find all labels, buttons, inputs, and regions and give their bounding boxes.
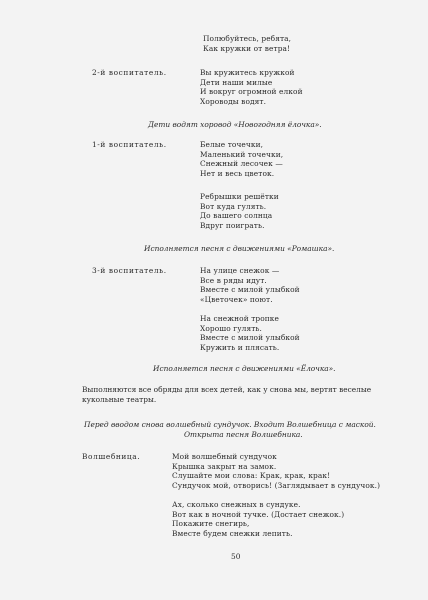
verse-line: Хорошо гулять. <box>200 323 263 333</box>
verse-line: Слушайте мои слова: Крак, крак, крак! <box>172 471 331 481</box>
verse-line: На снежной тропке <box>200 314 279 323</box>
stage-direction: Исполняется песня с движениями «Ромашка». <box>144 244 335 253</box>
verse-line: Вот как в ночной тучке. (Достает снежок.) <box>172 509 345 519</box>
verse-line: Маленький точечки, <box>200 149 284 159</box>
verse-line: Кружить и плясать. <box>200 342 280 352</box>
verse-line: На улице снежок — <box>200 266 280 275</box>
verse-line: Вместе будем снежки лепить. <box>172 528 293 538</box>
verse-line: Вот куда гулять. <box>200 201 267 211</box>
verse-line: Мой волшебный сундучок <box>172 452 277 461</box>
speaker-label: 1-й воспитатель. <box>92 140 167 149</box>
verse-block <box>200 314 300 352</box>
verse-line: Вы кружитесь кружкой <box>200 68 295 77</box>
stage-direction: Перед вводом снова волшебный сундучок. Входит Волшебница с маской. <box>84 420 376 429</box>
verse-line: И вокруг огромной елкой <box>200 87 303 97</box>
verse-line: Белые точечки, <box>200 140 264 149</box>
verse-block <box>172 500 344 538</box>
verse-line: Хороводы водят. <box>200 96 267 106</box>
verse-line: Ребрышки решётки <box>200 192 279 201</box>
verse-block <box>200 140 283 178</box>
speaker-label: 3-й воспитатель. <box>92 266 167 275</box>
page-number: 50 <box>231 552 241 561</box>
stage-direction: Открыта песня Волшебника. <box>184 430 303 439</box>
verse-line: Сундучок мой, отворись! (Заглядывает в сундучок.) <box>172 480 381 490</box>
verse-line: Покажите снегирь, <box>172 519 250 529</box>
speaker-label: 2-й воспитатель. <box>92 68 167 77</box>
verse-block <box>200 192 279 230</box>
body-paragraph: Выполняются все обряды для всех детей, как у снова мы, вертят веселые кукольные театры. <box>82 385 372 404</box>
verse-line: Вместе с милой улыбкой <box>200 285 300 295</box>
verse-block <box>172 452 380 490</box>
stage-direction: Исполняется песня с движениями «Ёлочка». <box>153 364 336 373</box>
stage-direction: Дети водят хоровод «Новогодняя ёлочка». <box>148 120 322 129</box>
verse-block <box>200 266 300 304</box>
verse-line: Дети наши милые <box>200 77 273 87</box>
verse-block <box>200 68 303 106</box>
verse-line: Полюбуйтесь, ребята, <box>203 34 292 43</box>
verse-line: «Цветочек» поют. <box>200 294 273 304</box>
verse-line: Вдруг поиграть. <box>200 220 265 230</box>
verse-line: Вместе с милой улыбкой <box>200 333 300 343</box>
verse-line: Как кружки от ветра! <box>203 43 291 53</box>
verse-line: Ах, сколько снежных в сундуке. <box>172 500 301 509</box>
verse-line: Нет и весь цветок. <box>200 168 275 178</box>
verse-line: До вашего солнца <box>200 211 273 221</box>
top-verse <box>203 34 291 53</box>
verse-line: Снежный лесочек — <box>200 159 283 169</box>
verse-line: Крышка закрыт на замок. <box>172 461 277 471</box>
verse-line: Все в ряды идут. <box>200 275 267 285</box>
speaker-label: Волшебница. <box>82 452 141 461</box>
